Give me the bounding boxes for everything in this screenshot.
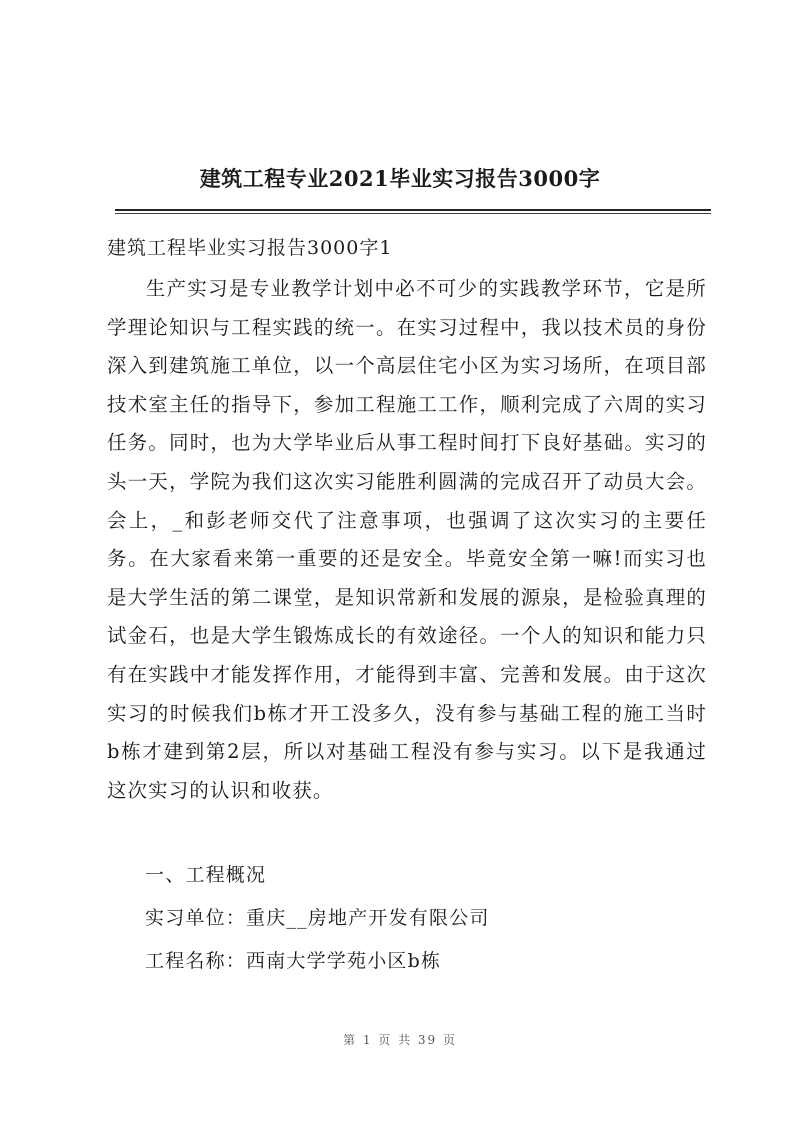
title-divider	[115, 209, 711, 211]
project-name-line: 工程名称：西南大学学苑小区b栋	[145, 950, 442, 972]
document-title: 建筑工程专业2021毕业实习报告3000字	[199, 166, 601, 191]
report-subtitle: 建筑工程毕业实习报告3000字1	[107, 237, 393, 259]
body-paragraph: 生产实习是专业教学计划中必不可少的实践教学环节，它是所学理论知识与工程实践的统一。在实习过程中，我以技术员的身份深入到建筑施工单位，以一个高层住宅小区为实习场所，在项目部技术室主任的指导下，参加工程施工工作，顺利完成了六周的实习任务。同时，也为大学毕业后从事工程时间打下良好基础。实习的头一天，学院为我们这次实习能胜利圆满的完成召开了动员大会。会上，_和彭老师交代了注意事项，也强调了这次实习的主要任务。在大家看来第一重要的还是安全。毕竟安全第一嘛!而实习也是大学生活的第二课堂，是知识常新和发展的源泉，是检验真理的试金石，也是大学生锻炼成长的有效途径。一个人的知识和能力只有在实践中才能发挥作用，才能得到丰富、完善和发展。由于这次实习的时候我们b栋才开工没多久，没有参与基础工程的施工当时b栋才建到第2层，所以对基础工程没有参与实习。以下是我通过这次实习的认识和收获。	[107, 277, 707, 802]
section-heading: 一、工程概况	[145, 864, 267, 886]
title-divider-thin	[115, 213, 711, 214]
page-number-footer: 第 1 页 共 39 页	[343, 1033, 457, 1047]
internship-unit-line: 实习单位：重庆__房地产开发有限公司	[145, 907, 490, 929]
